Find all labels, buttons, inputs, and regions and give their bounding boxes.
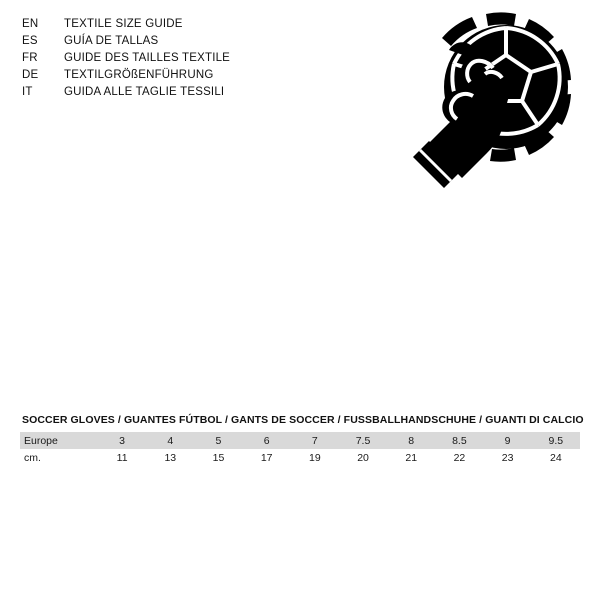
cell-cm-5: 20: [357, 451, 369, 464]
language-code-de: DE: [22, 69, 39, 81]
cell-cm-6: 21: [405, 451, 418, 464]
cell-europe-1: 4: [146, 432, 194, 449]
cell-cm-4: 19: [309, 451, 321, 464]
cell-cm-7: 22: [453, 451, 466, 464]
language-list: [22, 16, 302, 101]
language-code-en: EN: [22, 18, 39, 30]
cell-cm-8: 23: [501, 451, 514, 464]
row-label-cm: cm.: [24, 451, 41, 464]
language-code-fr: FR: [22, 52, 38, 64]
cell-cm-2: 15: [212, 451, 225, 464]
cell-cm-3: 17: [260, 451, 273, 464]
language-row-es: [22, 33, 302, 50]
cell-cm-9: 24: [550, 451, 562, 464]
table-row: [20, 432, 580, 449]
language-label-fr: GUIDE DES TAILLES TEXTILE: [64, 52, 231, 64]
row-label-europe: Europe: [20, 432, 98, 449]
language-label-en: TEXTILE SIZE GUIDE: [64, 18, 183, 30]
size-table-title: SOCCER GLOVES / GUANTES FÚTBOL / GANTS DE SOCCER / FUSSBALLHANDSCHUHE / GUANTI DI CALCIO: [22, 414, 584, 426]
language-label-es: GUÍA DE TALLAS: [64, 35, 159, 47]
cell-europe-7: 8.5: [435, 432, 483, 449]
language-code-it: IT: [22, 86, 33, 98]
illustration-container: [398, 8, 590, 196]
cell-europe-8: 9: [484, 432, 532, 449]
language-row-it: [22, 84, 302, 101]
cell-cm-0: 11: [116, 451, 128, 464]
size-table: [20, 432, 580, 466]
soccer-glove-ball-icon: [398, 8, 590, 196]
cell-europe-6: 8: [387, 432, 435, 449]
language-code-es: ES: [22, 35, 38, 47]
cell-europe-0: 3: [98, 432, 146, 449]
cell-europe-5: 7.5: [339, 432, 387, 449]
language-row-fr: [22, 50, 302, 67]
language-label-it: GUIDA ALLE TAGLIE TESSILI: [64, 86, 225, 98]
cell-europe-3: 6: [243, 432, 291, 449]
cell-cm-1: 13: [164, 451, 177, 464]
size-table-block: [20, 414, 584, 466]
cell-europe-4: 7: [291, 432, 339, 449]
language-row-de: [22, 67, 302, 84]
language-label-de: TEXTILGRÖßENFÜHRUNG: [64, 69, 214, 81]
cell-europe-9: 9.5: [532, 432, 580, 449]
table-row: [20, 449, 580, 466]
language-row-en: [22, 16, 302, 33]
cell-europe-2: 5: [194, 432, 242, 449]
